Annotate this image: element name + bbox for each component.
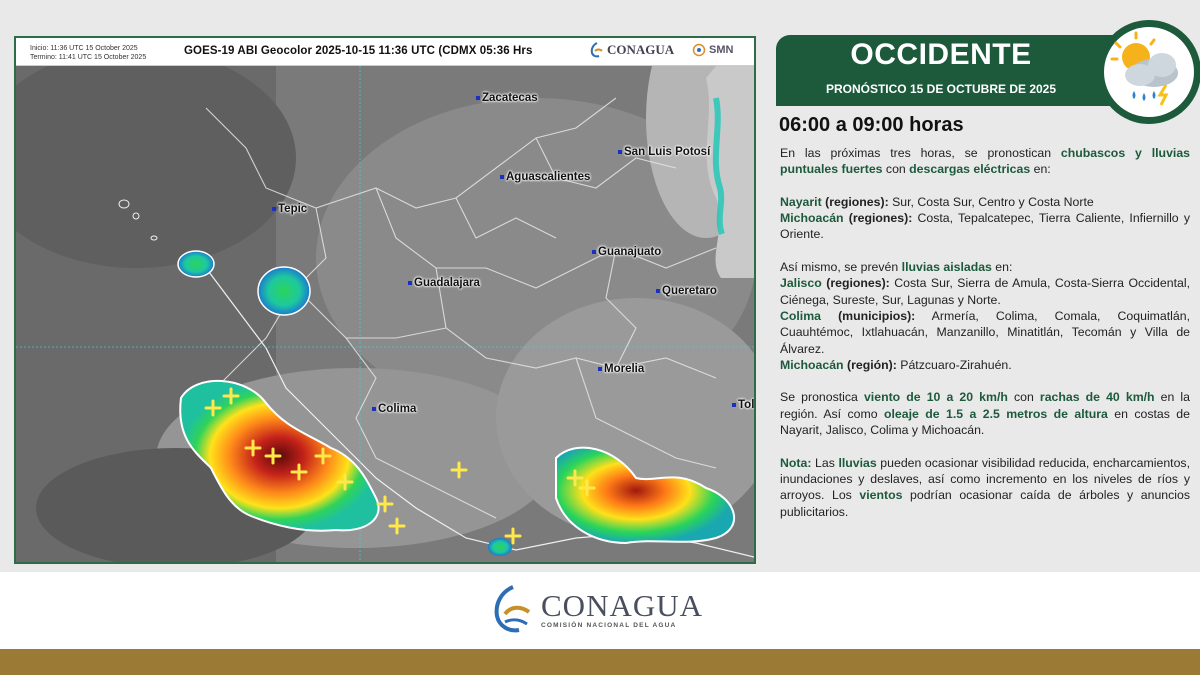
conagua-footer-logo — [491, 584, 703, 634]
satellite-image — [14, 36, 756, 564]
region-title: OCCIDENTE — [850, 38, 1032, 71]
footer-subtitle: COMISIÓN NACIONAL DEL AGUA — [541, 621, 677, 629]
city-label: Guanajuato — [592, 246, 661, 258]
city-label: Queretaro — [656, 285, 717, 297]
satellite-header — [16, 38, 754, 66]
city-label: Aguascalientes — [500, 171, 590, 183]
smn-icon — [692, 43, 706, 57]
forecast-paragraph-wind: Se pronostica viento de 10 a 20 km/h con rachas de 40 km/h en la región. Así como oleaje de 1.5 a 2.5 metros de altura en costas de Nayarit, Jalisco, Colima y Michoacán. — [780, 390, 1190, 438]
conagua-icon — [590, 42, 604, 58]
forecast-body — [780, 145, 1190, 536]
city-label: Zacatecas — [476, 92, 538, 104]
bottom-gold-bar — [0, 649, 1200, 675]
termino-text: Termino: 11:41 UTC 15 October 2025 — [30, 54, 147, 61]
city-label: Morelia — [598, 363, 644, 375]
satellite-smn-name: SMN — [709, 44, 734, 56]
footer-name: CONAGUA — [541, 587, 703, 623]
weather-badge — [1097, 20, 1200, 124]
satellite-smn-logo — [692, 43, 733, 57]
forecast-paragraph-regions: Nayarit (regiones): Sur, Costa Sur, Centro y Costa Norte Michoacán (regiones): Costa, Tepalcatepec, Tierra Caliente, Infiernillo y Oriente. — [780, 194, 1190, 242]
storm-cloud-sun-rain-icon — [1104, 27, 1194, 117]
forecast-paragraph-note: Nota: Las lluvias pueden ocasionar visibilidad reducida, encharcamientos, inundaciones y deslaves, así como incremento en los niveles de ríos y arroyos. Los vientos podrían ocasionar caída de árboles y anuncios publicitarios. — [780, 455, 1190, 519]
city-label: Colima — [372, 403, 416, 415]
forecast-paragraph-isolated: Así mismo, se prevén lluvias aisladas en: Jalisco (regiones): Costa Sur, Sierra de Amula, Costa-Sierra Occidental, Ciénega, Sureste, Sur, Lagunas y Norte. Colima (municipios): Armería, Colima, Comala, Coquimatlán, Cuauhtémoc, Ixtlahuacán, Manzanillo, Minatitlán, Tecomán y Villa de Álvarez. Michoacán (región): Pátzcuaro-Zirahuén. — [780, 260, 1191, 372]
satellite-timestamps — [30, 44, 146, 62]
satellite-title: GOES-19 ABI Geocolor 2025-10-15 11:36 UTC (CDMX 05:36 Hrs — [184, 45, 533, 57]
inicio-text: Inicio: 11:36 UTC 15 October 2025 — [30, 45, 138, 52]
satellite-conagua-logo — [590, 42, 674, 58]
forecast-date: PRONÓSTICO 15 DE OCTUBRE DE 2025 — [825, 82, 1057, 96]
city-label: Guadalajara — [408, 277, 480, 289]
city-label: Tol — [732, 399, 754, 411]
forecast-hours: 06:00 a 09:00 horas — [779, 114, 964, 136]
conagua-logo-icon — [491, 584, 535, 634]
footer — [0, 572, 1200, 649]
forecast-paragraph-intro: En las próximas tres horas, se pronostican chubascos y lluvias puntuales fuertes con descargas eléctricas en: — [780, 146, 1191, 177]
city-label: San Luis Potosí — [618, 146, 710, 158]
satellite-map — [16, 38, 756, 564]
city-label: Tepic — [272, 203, 307, 215]
satellite-conagua-name: CONAGUA — [607, 42, 675, 57]
